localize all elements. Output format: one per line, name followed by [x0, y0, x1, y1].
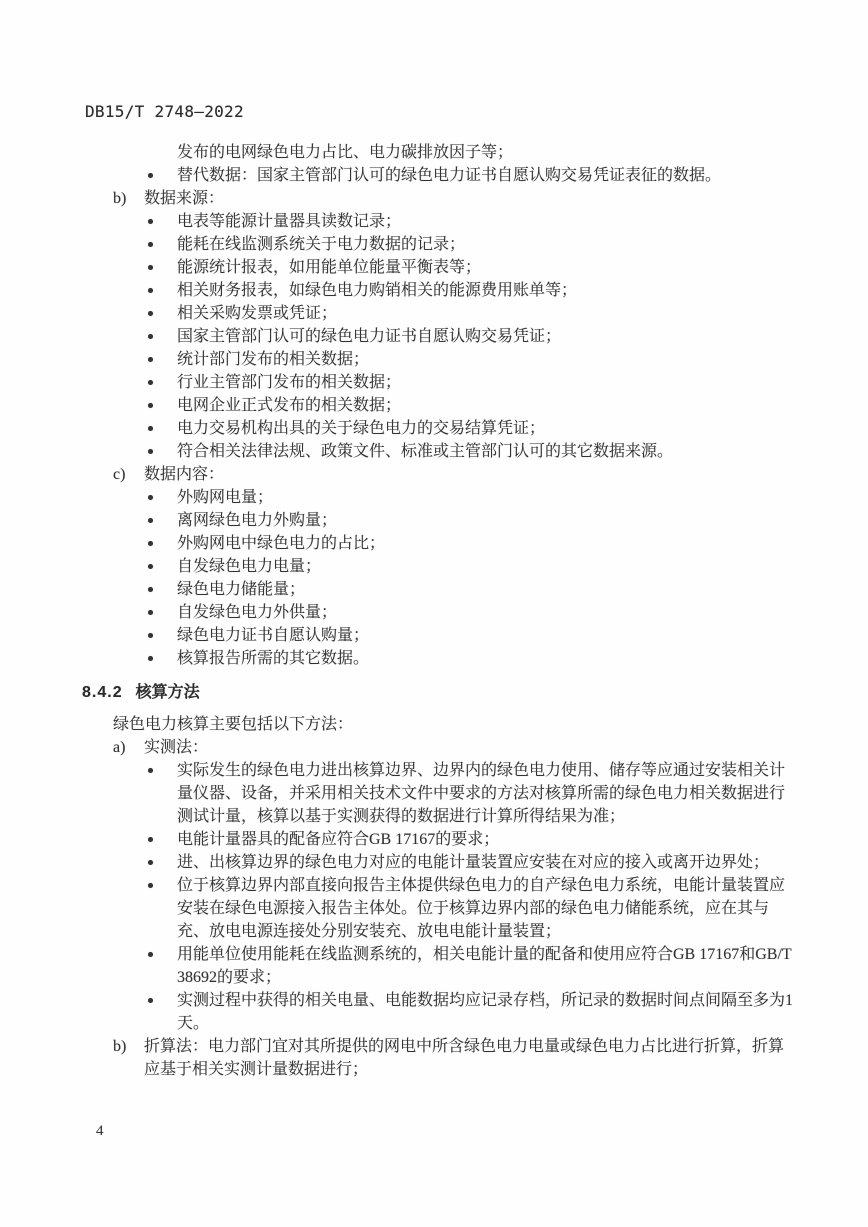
heading-number: 8.4.2 — [82, 684, 123, 701]
bullet-dot — [148, 656, 153, 661]
block-text: 国家主管部门认可的绿色电力证书自愿认购交易凭证； — [177, 328, 562, 345]
page-number: 4 — [96, 1123, 104, 1139]
bullet-dot — [148, 860, 153, 865]
block-text: 外购网电中绿色电力的占比； — [177, 535, 386, 552]
block-text: 绿色电力储能量； — [177, 581, 306, 598]
list-bullet-item — [177, 509, 795, 532]
list-bullet-item — [177, 601, 795, 624]
bullet-dot — [148, 541, 153, 546]
block-text: 行业主管部门发布的相关数据； — [177, 374, 402, 391]
bullet-dot — [148, 610, 153, 615]
list-letter-item — [113, 187, 792, 210]
block-text: 能源统计报表，如用能单位能量平衡表等； — [177, 259, 482, 276]
list-letter-marker: b) — [113, 190, 127, 207]
list-bullet-item — [177, 210, 795, 233]
list-bullet-item — [177, 302, 795, 325]
list-bullet-item — [177, 874, 795, 943]
list-bullet-item — [177, 279, 795, 302]
block-text: 电能计量器具的配备应符合GB 17167的要求； — [177, 831, 500, 848]
block-text: 进、出核算边界的绿色电力对应的电能计量装置应安装在对应的接入或离开边界处； — [177, 854, 770, 871]
list-letter-marker: c) — [113, 466, 126, 483]
list-bullet-item — [177, 486, 795, 509]
bullet-dot — [148, 219, 153, 224]
continuation-line — [177, 141, 795, 164]
bullet-dot — [148, 768, 153, 773]
block-text: 绿色电力核算主要包括以下方法： — [113, 716, 354, 733]
list-letter-marker: a) — [113, 739, 126, 756]
list-bullet-item — [177, 943, 795, 989]
bullet-dot — [148, 564, 153, 569]
list-bullet-item — [177, 325, 795, 348]
block-text: 相关采购发票或凭证； — [177, 305, 338, 322]
bullet-dot — [148, 288, 153, 293]
bullet-dot — [148, 173, 153, 178]
block-text: 实际发生的绿色电力进出核算边界、边界内的绿色电力使用、储存等应通过安装相关计量仪器、设备，并采用相关技术文件中要求的方法对核算所需的绿色电力相关数据进行测试计量，核算以基于实测获得的数据进行计算所得结果为准； — [177, 762, 786, 825]
list-bullet-item — [177, 555, 795, 578]
bullet-dot — [148, 334, 153, 339]
bullet-dot — [148, 883, 153, 888]
block-text: 符合相关法律法规、政策文件、标准或主管部门认可的其它数据来源。 — [177, 443, 674, 460]
bullet-dot — [148, 518, 153, 523]
bullet-dot — [148, 952, 153, 957]
list-letter-item — [113, 736, 792, 759]
block-text: 发布的电网绿色电力占比、电力碳排放因子等； — [177, 144, 514, 161]
list-bullet-item — [177, 647, 795, 670]
paragraph — [113, 713, 791, 736]
list-bullet-item — [177, 348, 795, 371]
block-text: 折算法：电力部门宜对其所提供的网电中所含绿色电力电量或绿色电力占比进行折算，折算应基于相关实测计量数据进行； — [144, 1038, 785, 1078]
bullet-dot — [148, 242, 153, 247]
bullet-dot — [148, 633, 153, 638]
bullet-dot — [148, 403, 153, 408]
list-letter-item — [113, 463, 792, 486]
list-bullet-item — [177, 624, 795, 647]
block-text: 替代数据：国家主管部门认可的绿色电力证书自愿认购交易凭证表征的数据。 — [177, 167, 722, 184]
list-bullet-item — [177, 164, 795, 187]
bullet-dot — [148, 495, 153, 500]
list-letter-item — [113, 1035, 792, 1081]
bullet-dot — [148, 380, 153, 385]
list-bullet-item — [177, 578, 795, 601]
section-heading — [82, 681, 868, 704]
block-text: 自发绿色电力电量； — [177, 558, 322, 575]
block-text: 数据来源： — [144, 190, 225, 207]
bullet-dot — [148, 357, 153, 362]
bullet-dot — [148, 449, 153, 454]
block-text: 电表等能源计量器具读数记录； — [177, 213, 402, 230]
bullet-dot — [148, 587, 153, 592]
bullet-dot — [148, 426, 153, 431]
list-bullet-item — [177, 759, 795, 828]
block-text: 核算报告所需的其它数据。 — [177, 650, 370, 667]
block-text: 统计部门发布的相关数据； — [177, 351, 370, 368]
block-text: 电网企业正式发布的相关数据； — [177, 397, 402, 414]
block-text: 绿色电力证书自愿认购量； — [177, 627, 370, 644]
list-bullet-item — [177, 371, 795, 394]
block-text: 实测法： — [144, 739, 209, 756]
block-text: 电力交易机构出具的关于绿色电力的交易结算凭证； — [177, 420, 546, 437]
list-letter-marker: b) — [113, 1038, 127, 1055]
list-bullet-item — [177, 417, 795, 440]
block-text: 相关财务报表，如绿色电力购销相关的能源费用账单等； — [177, 282, 578, 299]
list-bullet-item — [177, 828, 795, 851]
doc-code-header: DB15/T 2748—2022 — [85, 102, 244, 121]
block-text: 外购网电量； — [177, 489, 274, 506]
list-bullet-item — [177, 394, 795, 417]
document-body — [0, 141, 868, 1081]
list-bullet-item — [177, 532, 795, 555]
block-text: 实测过程中获得的相关电量、电能数据均应记录存档，所记录的数据时间点间隔至多为1天。 — [177, 992, 794, 1032]
heading-text: 核算方法 — [135, 684, 200, 701]
bullet-dot — [148, 265, 153, 270]
block-text: 位于核算边界内部直接向报告主体提供绿色电力的自产绿色电力系统，电能计量装置应安装在绿色电源接入报告主体处。位于核算边界内部的绿色电力储能系统，应在其与充、放电电源连接处分别安装充、放电电能计量装置； — [177, 877, 786, 940]
list-bullet-item — [177, 851, 795, 874]
list-bullet-item — [177, 440, 795, 463]
block-text: 数据内容： — [144, 466, 225, 483]
list-bullet-item — [177, 233, 795, 256]
bullet-dot — [148, 998, 153, 1003]
block-text: 自发绿色电力外供量； — [177, 604, 338, 621]
block-text: 离网绿色电力外购量； — [177, 512, 338, 529]
list-bullet-item — [177, 989, 795, 1035]
block-text: 用能单位使用能耗在线监测系统的，相关电能计量的配备和使用应符合GB 17167和GB/T 38692的要求； — [177, 946, 792, 986]
bullet-dot — [148, 837, 153, 842]
bullet-dot — [148, 311, 153, 316]
block-text: 能耗在线监测系统关于电力数据的记录； — [177, 236, 466, 253]
list-bullet-item — [177, 256, 795, 279]
